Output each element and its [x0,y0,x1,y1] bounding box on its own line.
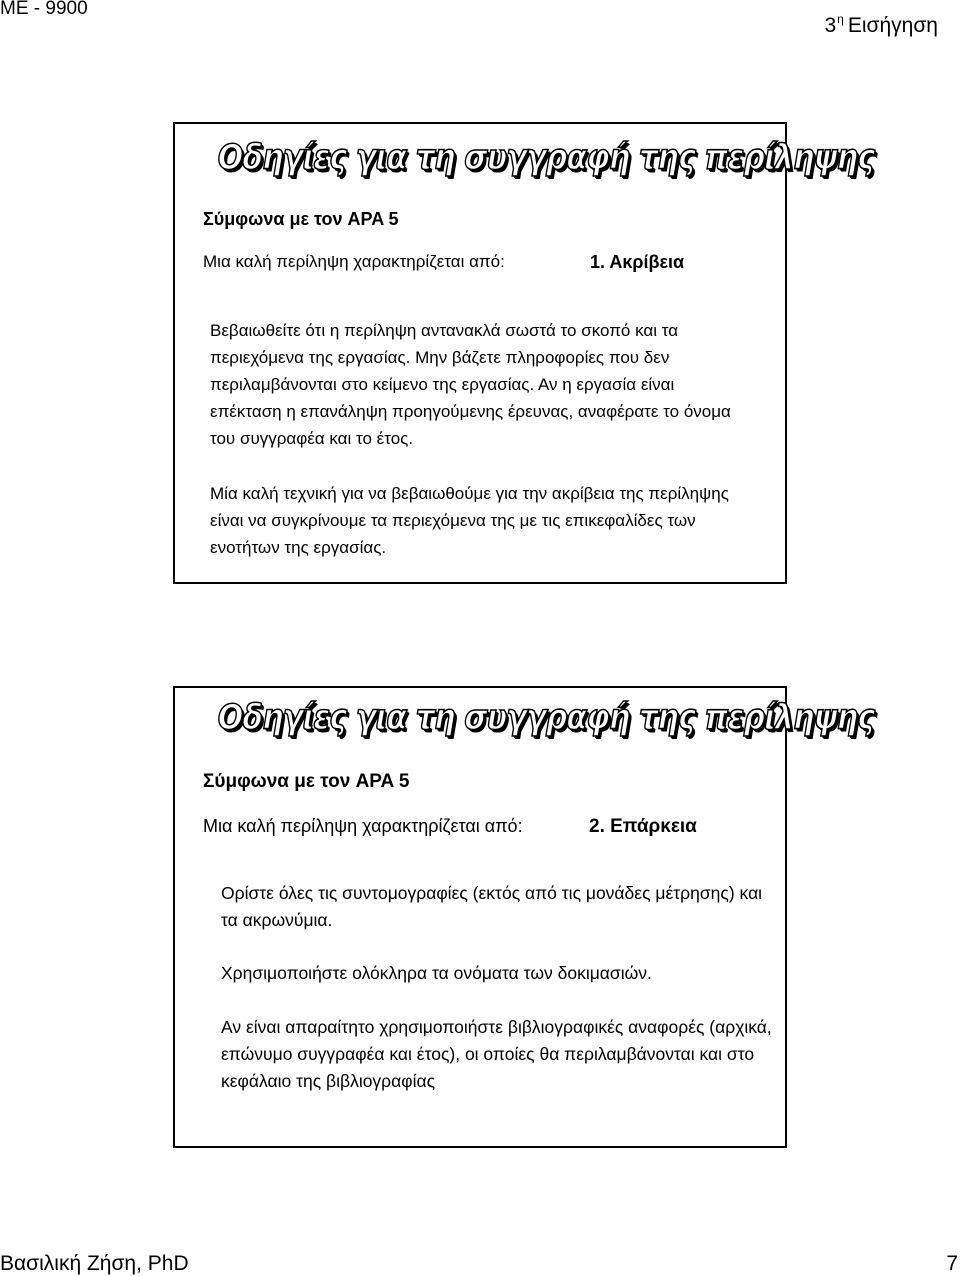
lecture-label [824,12,938,38]
course-code: ΜΕ - 9900 [0,0,88,19]
paragraph: Χρησιμοποιήστε ολόκληρα τα ονόματα των δοκιμασιών. [221,963,652,983]
criterion-label: 1. Ακρίβεια [590,252,685,272]
slide-title: Οδηγίες για τη συγγραφή της περίληψης [217,698,875,738]
lead-text: Μια καλή περίληψη χαρακτηρίζεται από: [203,816,523,836]
paragraph: Βεβαιωθείτε ότι η περίληψη αντανακλά σωστά το σκοπό και τα περιεχόμενα της εργασίας. Μην βάζετε πληροφορίες που δεν περιλαμβάνονται στο κείμενο της εργασίας. Αν η εργασία είναι επέκταση η επανάληψη προηγούμενης έρευνας, αναφέρατε το όνομα του συγγραφέα και το έτος. [210,321,731,448]
author-footer: Βασιλική Ζήση, PhD [0,1252,189,1275]
apa-heading: Σύμφωνα με τον APA 5 [203,209,399,229]
page-number: 7 [946,1252,958,1275]
paragraph: Ορίστε όλες τις συντομογραφίες (εκτός από τις μονάδες μέτρησης) και τα ακρωνύμια. [221,883,763,930]
lead-text: Μια καλή περίληψη χαρακτηρίζεται από: [203,252,505,271]
lecture-number: 3 [824,14,837,37]
slide-adequacy [173,686,875,1148]
paragraph: Αν είναι απαραίτητο χρησιμοποιήστε βιβλιογραφικές αναφορές (αρχικά, επώνυμο συγγραφέα και έτος), οι οποίες θα περιλαμβάνονται και στο κεφάλαιο της βιβλιογραφίας [221,1017,772,1091]
lecture-superscript: η [837,12,844,26]
lecture-word: Εισήγηση [847,14,938,37]
apa-heading: Σύμφωνα με τον APA 5 [203,771,410,792]
criterion-label: 2. Επάρκεια [589,816,697,837]
paragraph: Μία καλή τεχνική για να βεβαιωθούμε για την ακρίβεια της περίληψης είναι να συγκρίνουμε τα περιεχόμενα της με τις επικεφαλίδες των ενοτήτων της εργασίας. [210,484,729,557]
slide-title: Οδηγίες για τη συγγραφή της περίληψης [217,138,875,178]
slide-accuracy [173,122,875,584]
